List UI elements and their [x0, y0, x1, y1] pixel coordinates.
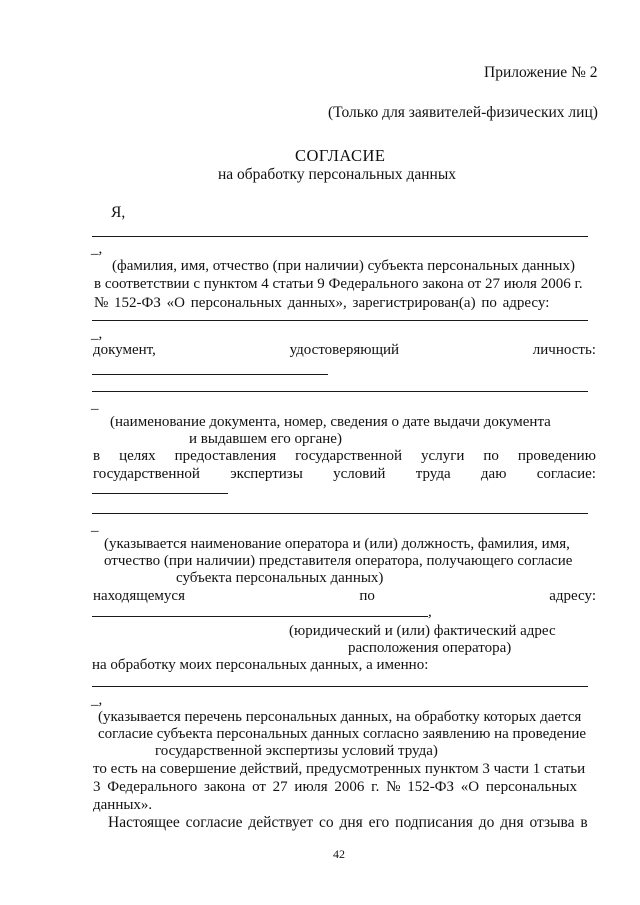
purpose-word: труда	[415, 466, 451, 482]
document-line-end: _	[91, 396, 99, 412]
hint-address-2: расположения оператора)	[348, 640, 512, 656]
address-line-end: _,	[91, 326, 103, 342]
located-word: находящемуся	[93, 588, 185, 604]
purpose-word: предоставления	[174, 448, 277, 464]
operator-address-end: ,	[428, 604, 432, 620]
purpose-word: государственной	[295, 448, 403, 464]
fio-line	[92, 236, 588, 237]
purpose-word: экспертизы	[230, 466, 303, 482]
located-row	[93, 587, 596, 605]
page-number: 42	[333, 847, 345, 861]
document-line-full	[92, 391, 588, 392]
purpose-word: даю	[480, 466, 507, 482]
operator-address-line	[92, 616, 428, 617]
purpose-row-1	[93, 447, 596, 465]
purpose-word: услуги	[421, 448, 465, 464]
operator-line-full	[92, 513, 588, 514]
purpose-word: согласие:	[536, 466, 596, 482]
actions-line-2: 3 Федерального закона от 27 июля 2006 г. № 152-ФЗ «О персональных	[93, 779, 577, 795]
doc-word-3: личность:	[532, 342, 596, 358]
doc-word-1: документ,	[93, 342, 156, 358]
hint-operator-3: субъекта персональных данных)	[176, 570, 384, 586]
document-subtitle: на обработку персональных данных	[218, 166, 456, 183]
purpose-word: по	[483, 448, 499, 464]
ya-label: Я,	[111, 204, 126, 221]
document-row	[93, 341, 596, 359]
located-word: по	[359, 588, 375, 604]
processing-text: на обработку моих персональных данных, а именно:	[92, 657, 429, 673]
address-line	[92, 320, 588, 321]
data-list-end: _,	[91, 692, 103, 708]
purpose-word: в	[93, 448, 101, 464]
actions-line-3: данных».	[93, 797, 153, 813]
fio-line-end: _,	[91, 241, 103, 257]
purpose-word: условий	[333, 466, 386, 482]
validity-text: Настоящее согласие действует со дня его подписания до дня отзыва в	[108, 814, 588, 831]
hint-address-1: (юридический и (или) фактический адрес	[289, 623, 556, 639]
purpose-word: проведению	[517, 448, 596, 464]
hint-operator-1: (указывается наименование оператора и (или) должность, фамилия, имя,	[104, 536, 570, 552]
document-title: СОГЛАСИЕ	[295, 146, 386, 165]
hint-operator-2: отчество (при наличии) представителя оператора, получающего согласие	[104, 553, 573, 569]
hint-doc-1: (наименование документа, номер, сведения о дате выдачи документа	[110, 414, 551, 430]
appendix-label: Приложение № 2	[484, 64, 598, 81]
law-reference-line2: № 152-ФЗ «О персональных данных», зарегистрирован(а) по адресу:	[94, 295, 550, 311]
hint-list-2: согласие субъекта персональных данных согласно заявлению на проведение	[98, 726, 587, 742]
doc-word-2: удостоверяющий	[289, 342, 400, 358]
hint-doc-2: и выдавшем его органе)	[189, 431, 342, 447]
data-list-line	[92, 686, 588, 687]
located-word: адресу:	[549, 588, 596, 604]
operator-line-end: _	[91, 518, 99, 534]
purpose-row-2	[93, 465, 596, 483]
actions-line-1: то есть на совершение действий, предусмотренных пунктом 3 части 1 статьи	[93, 761, 586, 777]
document-line-short	[92, 374, 328, 375]
hint-fio: (фамилия, имя, отчество (при наличии) субъекта персональных данных)	[112, 258, 576, 274]
purpose-word: целях	[119, 448, 156, 464]
law-reference-line1: в соответствии с пунктом 4 статьи 9 Федерального закона от 27 июля 2006 г.	[94, 276, 583, 292]
hint-list-3: государственной экспертизы условий труда)	[155, 743, 438, 759]
operator-line-short	[92, 493, 228, 494]
hint-list-1: (указывается перечень персональных данных, на обработку которых дается	[98, 709, 582, 725]
applicant-note: (Только для заявителей-физических лиц)	[328, 104, 598, 121]
purpose-word: государственной	[93, 466, 200, 482]
